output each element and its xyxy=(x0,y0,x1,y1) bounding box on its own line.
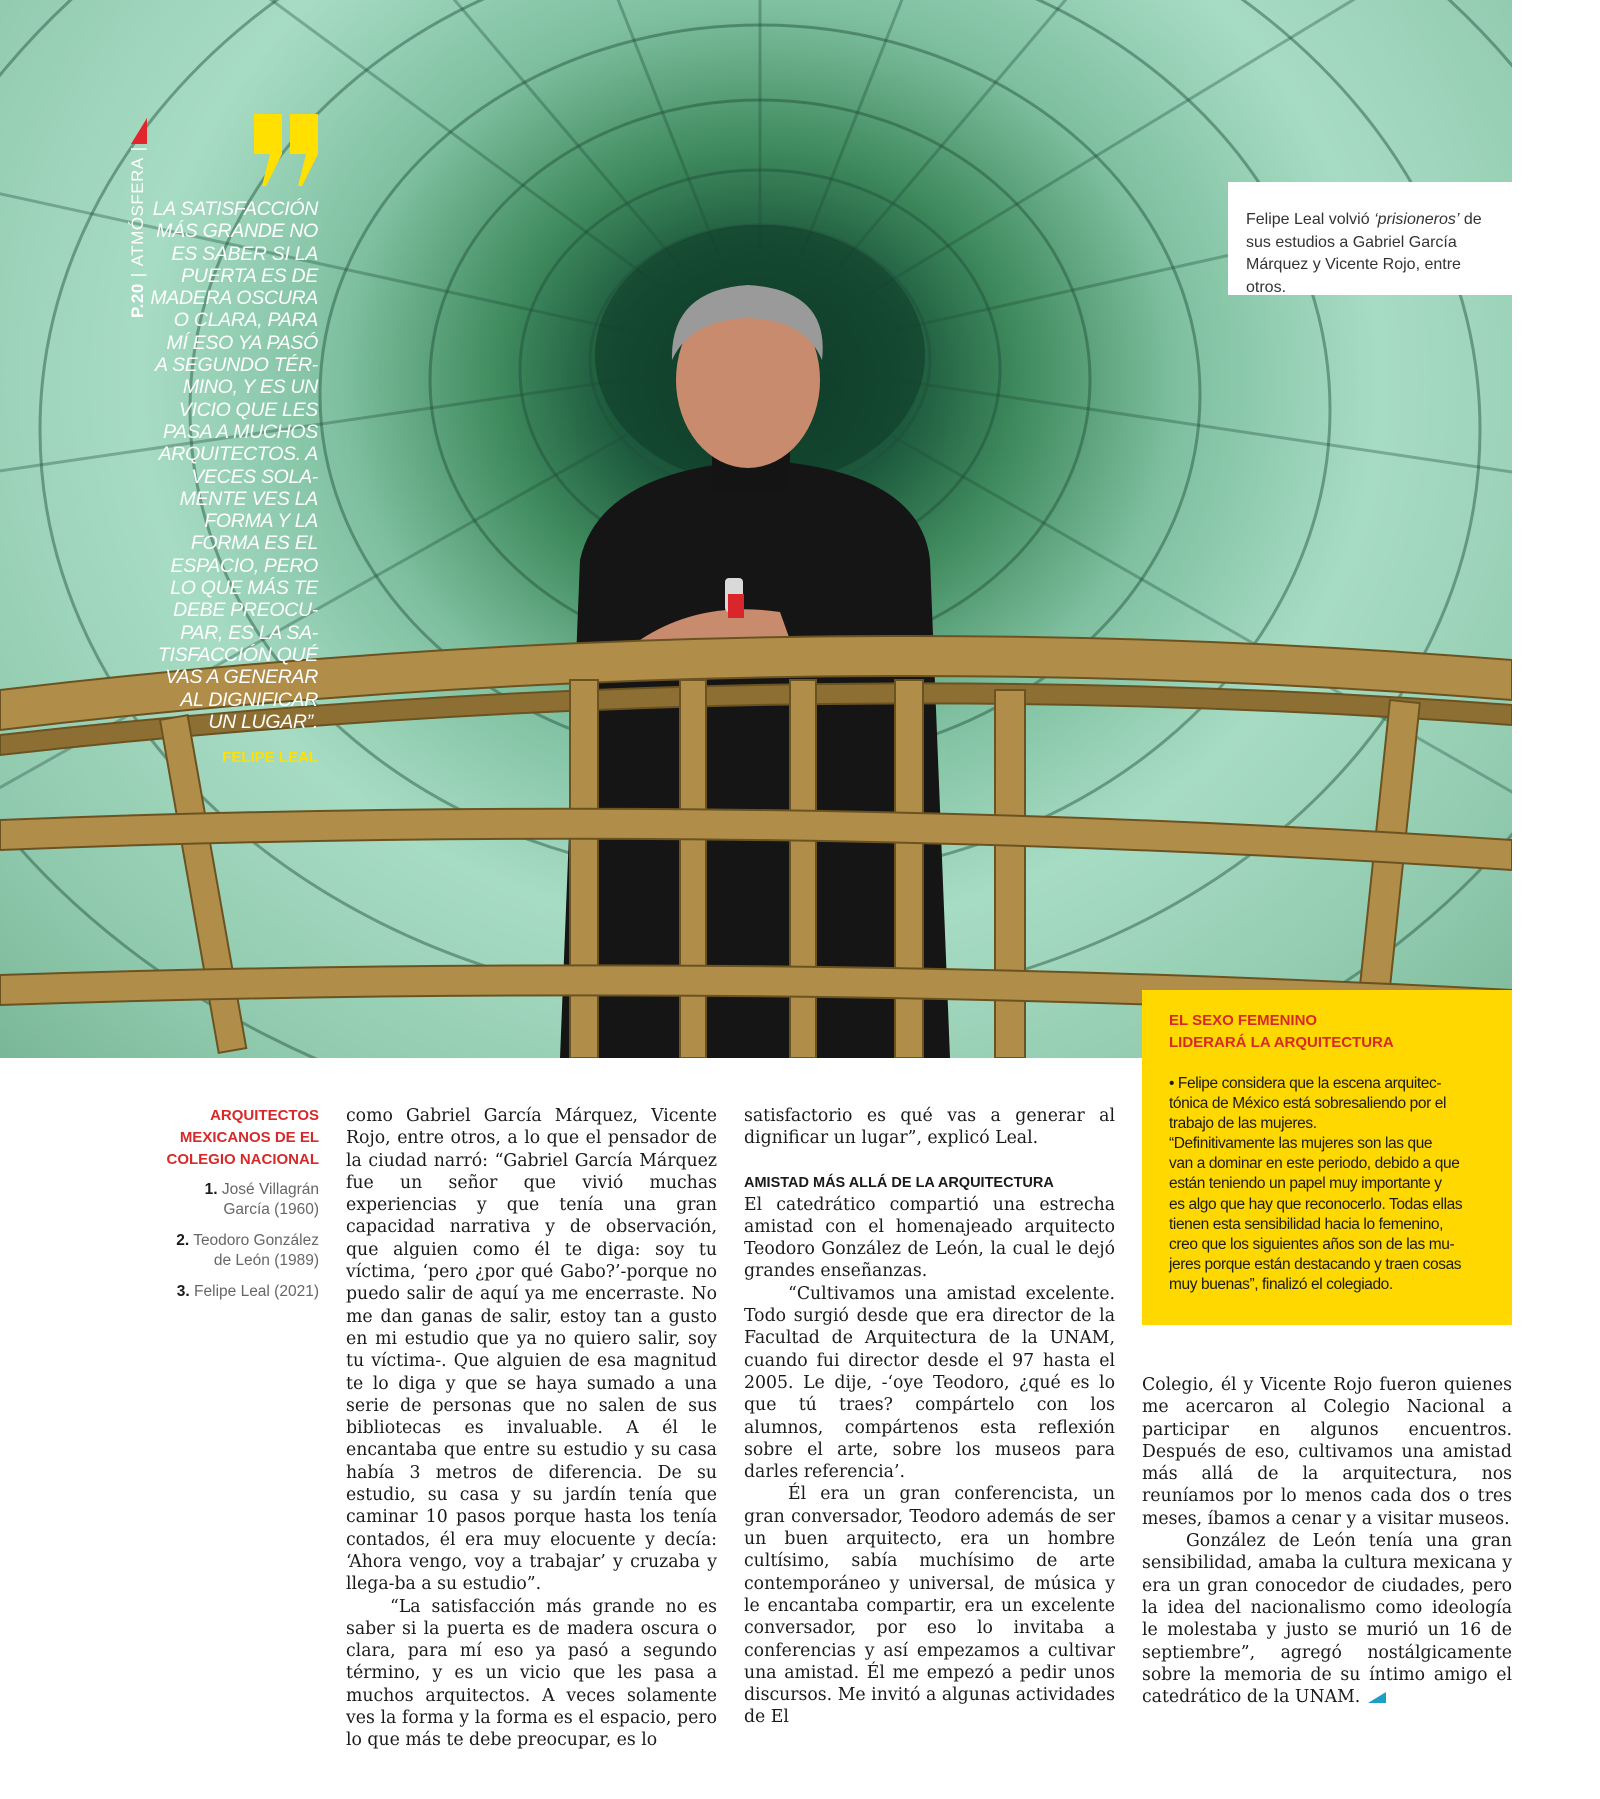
paragraph: González de León tenía una gran sensibilidad, amaba la cultura mexicana y era un gran conocedor de ciudades, pero la idea del nacionalismo como ideología le molestaba y justo se murió un 16 de septiembre”, agregó nostálgicamente sobre la memoria de su íntimo amigo el catedrático de la UNAM. xyxy=(1142,1531,1512,1708)
list-item: 3. Felipe Leal (2021) xyxy=(176,1283,319,1300)
photo-caption: Felipe Leal volvió ‘prisioneros’ de sus estudios a Gabriel García Márquez y Vicente Rojo, entre otros. xyxy=(1228,182,1512,295)
paragraph: El catedrático compartió una estrecha amistad con el homenajeado arquitecto Teodoro González de León, la cual le dejó grandes enseñanzas. xyxy=(744,1194,1115,1282)
paragraph: Colegio, él y Vicente Rojo fueron quienes me acercaron al Colegio Nacional a participar en algunos encuentros. Después de eso, cultivamos una amistad más allá de la arquitectura, nos reuníamos por lo menos cada dos o tres meses, íbamos a cenar y a visitar museos. xyxy=(1142,1375,1512,1529)
page-folio: P.20|ATMÓSFERA| xyxy=(128,146,147,318)
page-number: P.20 xyxy=(128,283,147,318)
paragraph: como Gabriel García Márquez, Vicente Rojo, entre otros, a lo que el pensador de la ciudad narró: “Gabriel García Márquez fue un señor que vivió muchas experiencias y que tenía una gran capacidad narrativa y de observación, que alguien como él te diga: soy tu víctima, ‘pero ¿por qué Gabo?’-porque no puedo salir de aquí ya me encerraste. No me dan ganas de salir, estoy tan a gusto en mi estudio que ya no quiero salir, soy tu víctima-. Que alguien de esa magnitud te lo diga y que se haya sumado a una serie de personas que no salen de sus bibliotecas es invaluable. A él le encantaba que entre su estudio y su casa había 3 metros de diferencia. De su estudio, su casa y su jardín tenía que caminar 10 pasos porque hasta los tenía contados, él era muy elocuente y decía: ‘Ahora vengo, voy a trabajar’ y cruzaba y llega-ba a su estudio”. xyxy=(346,1106,717,1595)
pull-quote-author: FELIPE LEAL xyxy=(222,749,318,766)
end-mark-icon xyxy=(1368,1692,1386,1703)
paragraph: satisfactorio es qué vas a generar al dignificar un lugar”, explicó Leal. xyxy=(744,1106,1115,1149)
section-heading: AMISTAD MÁS ALLÁ DE LA ARQUITECTURA xyxy=(744,1174,1054,1191)
paragraph: “La satisfacción más grande no es saber si la puerta es de madera oscura o clara, para mí eso ya pasó a segundo término, y es un vicio que les pasa a muchos arquitectos. A veces solamente ves la forma y la forma es el espacio, pero lo que más te debe preocupar, es lo xyxy=(346,1596,717,1751)
sidebar-list xyxy=(160,1180,319,1313)
article-column-1 xyxy=(346,1105,717,1752)
article-column-2 xyxy=(744,1105,1115,1729)
highlight-box xyxy=(1142,990,1512,1325)
article-column-3 xyxy=(1142,1374,1512,1708)
paragraph: “Cultivamos una amistad excelente. Todo surgió desde que era director de la Facultad de Arquitectura de la UNAM, cuando fui director desde el 97 hasta el 2005. Le dije, -‘oye Teodoro, ¿qué es lo que tú traes? compártelo con los alumnos, compártenos esta reflexión sobre el arte, sobre los museos para darles referencia’. xyxy=(744,1283,1115,1483)
highlight-box-title: EL SEXO FEMENINO LIDERARÁ LA ARQUITECTURA xyxy=(1169,1012,1394,1051)
quote-mark-icon xyxy=(252,114,320,186)
sidebar-title: ARQUITECTOS MEXICANOS DE EL COLEGIO NACIONAL xyxy=(166,1107,319,1168)
section-name: ATMÓSFERA xyxy=(128,157,147,267)
list-item: 2. Teodoro González de León (1989) xyxy=(176,1232,319,1269)
pull-quote: LA SATISFACCIÓN MÁS GRANDE NO ES SABER SI LA PUERTA ES DE MADERA OSCURA O CLARA, PARA MÍ ESO YA PASÓ A SEGUNDO TÉR- MINO, Y ES UN VICIO QUE LES PASA A MUCHOS ARQUITECTOS. A VECES SOLA- MENTE VES LA FORMA Y LA FORMA ES EL ESPACIO, PERO LO QUE MÁS TE DEBE PREOCU- PAR, ES LA SA- TISFACCIÓN QUÉ VAS A GENERAR AL DIGNIFICAR UN LUGAR”. xyxy=(150,198,318,733)
highlight-box-body: • Felipe considera que la escena arquitec- tónica de México está sobresaliendo por el trabajo de las mujeres. “Definitivamente las mujeres son las que van a dominar en este periodo, debido a que están teniendo un papel muy importante y es algo que hay que reconocerlo. Todas ellas tienen esta sensibilidad hacia lo femenino, creo que los siguientes años son de las mu- jeres porque están destacando y traen cosas muy buenas”, finalizó el colegiado. xyxy=(1169,1075,1463,1293)
paragraph: Él era un gran conferencista, un gran conversador, Teodoro además de ser un buen arquitecto, era un hombre cultísimo, sabía muchísimo de arte contemporáneo y universal, de música y le encantaba compartir, era un excelente conversador, por eso lo invitaba a conferencias y así empezamos a cultivar una amistad. Él me empezó a pedir unos discursos. Me invitó a algunas actividades de El xyxy=(744,1484,1115,1728)
list-item: 1. José Villagrán García (1960) xyxy=(204,1181,319,1218)
